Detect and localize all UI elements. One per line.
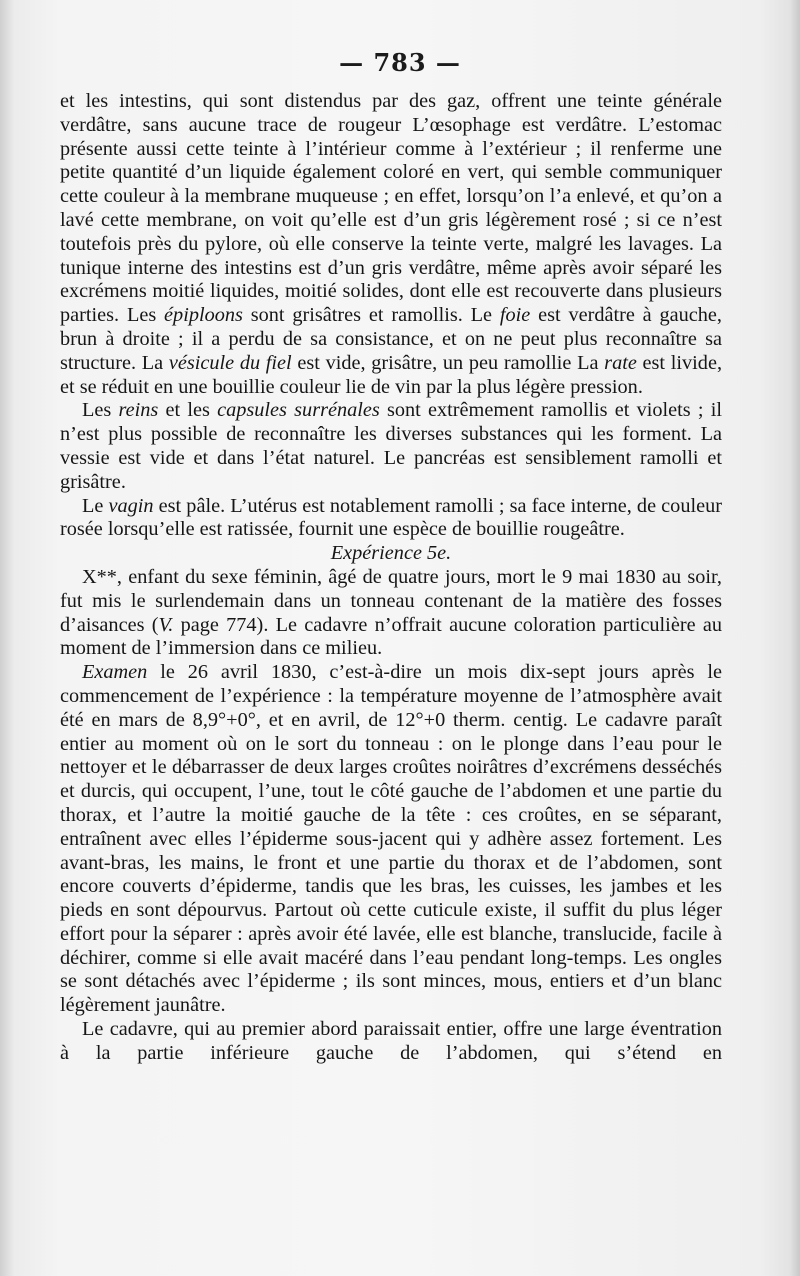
text-run: Les — [82, 399, 119, 422]
text-run: X**, enfant du sexe féminin, âgé de quatre jours, mort le 9 mai 1830 au soir, fut mis le surlendemain dans un tonneau contenant de la matière des fosses d’aisances ( — [60, 565, 722, 636]
text-run: page 774). Le cadavre n’offrait aucune coloration particulière au moment de l’immersion dans ce milieu. — [60, 613, 722, 660]
text-run: est verdâtre à gauche, brun à droite ; il a perdu de sa consistance, et on ne peut plus reconnaître sa structure. La — [60, 304, 722, 374]
gutter-shadow — [0, 0, 14, 1276]
text-run: est pâle. L’utérus est notablement ramolli ; sa face interne, de couleur rosée lorsqu’elle est ratissée, fournit une espèce de bouillie rougeâtre. — [60, 494, 722, 541]
text-run: sont grisâtres et ramollis. Le — [242, 304, 500, 327]
italic-term-rate: rate — [604, 351, 637, 374]
text-run: et les intestins, qui sont distendus par des gaz, offrent une teinte générale verdâtre, sans aucune trace de rougeur L’œsophage est verdâtre. L’estomac présente aussi cette teinte à l’intérieur comme à l’extérieur ; il renferme une petite quantité d’un liquide également coloré en vert, qui semble communiquer cette couleur à la membrane muqueuse ; en effet, lorsqu’on l’a enlevé, et qu’on a lavé cette membrane, on voit qu’elle est d’un gris légèrement rosé ; si ce n’est toutefois près du pylore, où elle conserve la teinte verte, malgré les lavages. La tunique interne des intestins est d’un gris verdâtre, même après avoir séparé les excrémens moitié liquides, moitié solides, dont elle est recouverte dans plusieurs parties. Les — [60, 90, 722, 327]
italic-term-foie: foie — [499, 304, 531, 327]
italic-term-examen: Examen — [82, 661, 148, 684]
italic-term-vesicule: vésicule du fiel — [168, 351, 292, 374]
italic-term-epiploons: épiploons — [164, 304, 243, 327]
text-run: Le — [82, 494, 109, 517]
text-run: et les — [158, 399, 218, 422]
text-run: est vide, grisâtre, un peu ramollie La — [291, 351, 605, 374]
section-heading: Expérience 5e. — [330, 542, 452, 565]
text-run: le 26 avril 1830, c’est-à-dire un mois dix-sept jours après le commencement de l’expérience : la température moyenne de l’atmosphère avait été en mars de 8,9°+0°, et en avril, de 12°+0 therm. centig. Le cadavre paraît entier au moment où on le sort du tonneau : on le plonge dans l’eau pour le nettoyer et le débarrasser de deux larges croûtes noirâtres d’excrémens desséchés et durcis, qui occupent, l’une, tout le côté gauche de l’abdomen et une partie du thorax, et l’autre la moitié gauche de la tête : ces croûtes, en se séparant, entraînent avec elles l’épiderme sous-jacent qui y adhère assez fortement. Les avant-bras, les mains, le front et une partie du thorax et de l’abdomen, sont encore couverts d’épiderme, tandis que les bras, les cuisses, les jambes et les pieds en sont dépourvus. Partout où cette cuticule existe, il suffit du plus léger effort pour la séparer : après avoir été lavée, elle est blanche, translucide, facile à déchirer, comme si elle avait macéré dans l’eau pendant long-temps. Les ongles se sont détachés avec l’épiderme ; ils sont minces, mous, entiers et d’un blanc légèrement jaunâtre. — [60, 661, 722, 1017]
italic-term-capsules: capsules surrénales — [217, 399, 380, 422]
text-run: sont extrêmement ramollis et violets ; il n’est plus possible de reconnaître les diverses substances qui les forment. La vessie est vide et dans l’état naturel. Le pancréas est sensiblement ramolli et grisâtre. — [60, 399, 722, 493]
paragraph-cadavre: Le cadavre, qui au premier abord paraissait entier, offre une large éventration à la partie inférieure gauche de l’abdomen, qui s’étend en — [60, 1018, 722, 1064]
italic-term-vagin: vagin — [108, 494, 154, 517]
italic-term-reins: reins — [118, 399, 159, 422]
paragraph-examen — [60, 661, 722, 1018]
page-edge-shadow — [790, 0, 800, 1276]
page-number: — 783 — — [339, 48, 461, 77]
italic-ref-v: V. — [158, 613, 174, 636]
text-run: est livide, et se réduit en une bouillie couleur lie de vin par la plus légère pression. — [60, 351, 723, 398]
paragraph-reins — [60, 399, 722, 494]
paragraph-experience-subject — [60, 566, 722, 661]
paragraph-autopsy-organs — [60, 90, 722, 399]
paragraph-vagin — [60, 495, 722, 543]
body-text — [60, 90, 722, 1066]
